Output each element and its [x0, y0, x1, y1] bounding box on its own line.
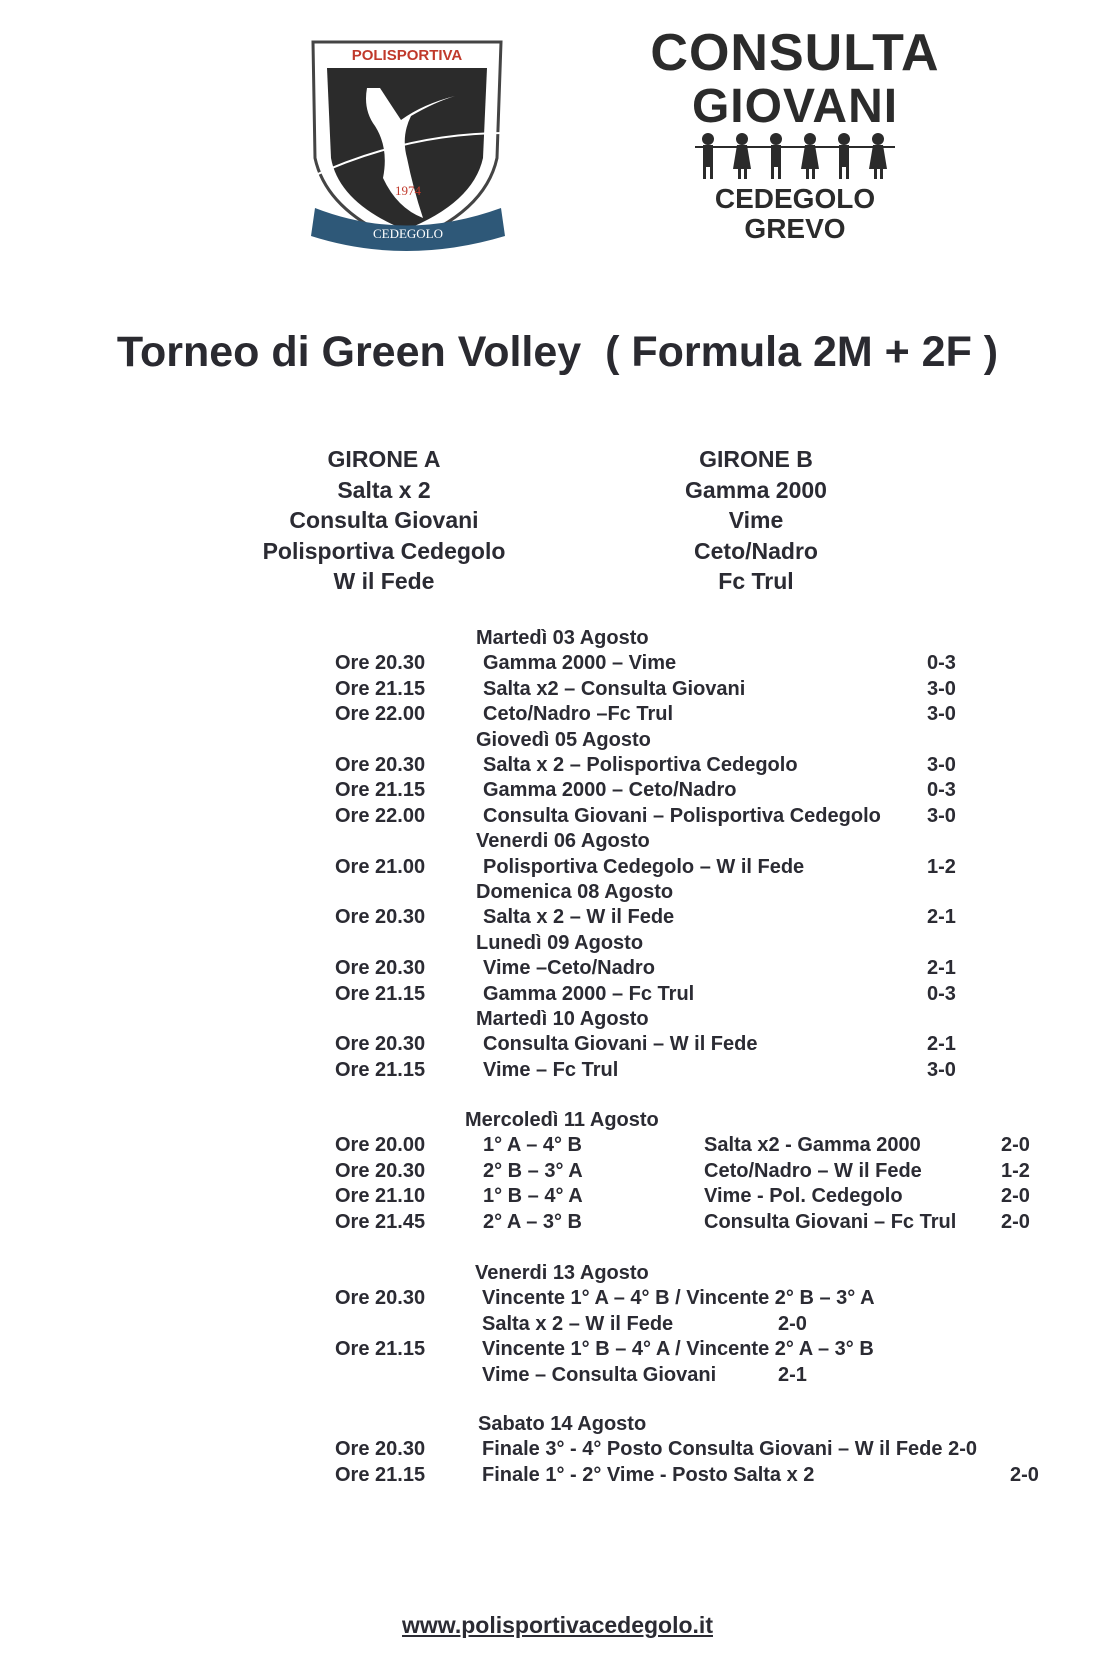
match-score: 2-0 [1001, 1185, 1030, 1208]
group-b [576, 444, 936, 597]
group-name: GIRONE B [699, 446, 813, 472]
match-time: Ore 21.15 [335, 1058, 426, 1081]
match-teams: Consulta Giovani – W il Fede [483, 1033, 758, 1056]
consulta-giovani-logo [650, 25, 940, 244]
polisportiva-logo [305, 38, 510, 253]
match-time: Ore 20.00 [335, 1134, 426, 1157]
final-match: Finale 1° - 2° Vime - Posto Salta x 2 [482, 1463, 815, 1486]
match-time: Ore 21.10 [335, 1185, 426, 1208]
match-teams: Salta x 2 – W il Fede [483, 906, 675, 929]
group-team: Polisportiva Cedegolo [262, 537, 506, 564]
group-team: Salta x 2 [337, 476, 431, 503]
match-score: 2-0 [1001, 1210, 1030, 1233]
match-teams: Ceto/Nadro – W il Fede [704, 1159, 922, 1182]
group-team: Gamma 2000 [685, 476, 827, 503]
match-teams: Consulta Giovani – Polisportiva Cedegolo [483, 804, 881, 827]
page-title: Torneo di Green Volley ( Formula 2M + 2F ) [116, 328, 999, 376]
match-teams: Gamma 2000 – Fc Trul [483, 982, 695, 1005]
match-score: 2-0 [778, 1312, 807, 1335]
match-time: Ore 20.30 [335, 652, 426, 675]
group-name: GIRONE A [327, 446, 441, 472]
match-time: Ore 21.15 [335, 1338, 426, 1361]
match-slot: Vincente 1° B – 4° A / Vincente 2° A – 3° B [482, 1338, 874, 1361]
match-time: Ore 21.45 [335, 1210, 426, 1233]
website-link[interactable]: www.polisportivacedegolo.it [402, 1612, 713, 1638]
people-icon [690, 133, 900, 183]
match-slot: Vincente 1° A – 4° B / Vincente 2° B – 3° A [482, 1287, 875, 1310]
logo-top-text: POLISPORTIVA [351, 47, 463, 64]
match-teams: Gamma 2000 – Vime [483, 652, 677, 675]
logo-year: 1974 [395, 183, 421, 198]
logo-ribbon-text: CEDEGOLO [372, 226, 444, 241]
match-score: 0-3 [927, 652, 956, 675]
match-time: Ore 20.30 [335, 754, 426, 776]
match-time: Ore 20.30 [335, 1033, 426, 1056]
match-slot: 1° A – 4° B [483, 1134, 582, 1157]
match-time: Ore 21.00 [335, 855, 426, 878]
match-slot: 1° B – 4° A [483, 1185, 583, 1208]
match-time: Ore 20.30 [335, 1159, 426, 1182]
date-heading: Lunedì 09 Agosto [476, 931, 644, 954]
date-heading: Mercoledì 11 Agosto [465, 1109, 659, 1131]
match-time: Ore 21.15 [335, 779, 426, 802]
match-score: 2-1 [778, 1363, 807, 1386]
match-time: Ore 22.00 [335, 703, 426, 726]
match-time: Ore 22.00 [335, 804, 426, 827]
date-heading: Martedì 03 Agosto [476, 627, 649, 649]
logo-line3: CEDEGOLO [714, 183, 876, 214]
match-teams: Ceto/Nadro –Fc Trul [483, 703, 674, 726]
match-score: 2-1 [927, 957, 956, 980]
match-teams: Consulta Giovani – Fc Trul [704, 1210, 957, 1233]
match-score: 2-1 [927, 1033, 956, 1056]
match-score: 3-0 [927, 703, 956, 726]
logo-line1: CONSULTA [650, 24, 940, 82]
match-score: 0-3 [927, 779, 956, 802]
match-score: 3-0 [927, 754, 956, 776]
match-time: Ore 20.30 [335, 906, 426, 929]
match-slot: 2° A – 3° B [483, 1210, 582, 1233]
match-teams: Vime –Ceto/Nadro [483, 957, 655, 980]
match-teams: Vime – Consulta Giovani [482, 1363, 717, 1386]
date-heading: Domenica 08 Agosto [476, 881, 674, 903]
match-teams: Salta x2 – Consulta Giovani [483, 677, 746, 700]
match-score: 2-1 [927, 906, 956, 929]
match-score: 1-2 [927, 855, 956, 878]
group-team: Vime [728, 507, 784, 533]
match-time: Ore 21.15 [335, 982, 426, 1005]
match-time: Ore 20.30 [335, 1287, 426, 1310]
match-time: Ore 21.15 [335, 1463, 426, 1486]
logo-line4: GREVO [744, 213, 846, 244]
group-team: W il Fede [333, 568, 435, 594]
match-score: 0-3 [927, 982, 956, 1005]
date-heading: Sabato 14 Agosto [478, 1413, 647, 1435]
group-team: Consulta Giovani [289, 507, 479, 533]
match-time: Ore 20.30 [335, 957, 426, 980]
group-team: Ceto/Nadro [694, 537, 818, 564]
match-score: 3-0 [927, 677, 956, 700]
date-heading: Giovedì 05 Agosto [476, 728, 651, 751]
match-teams: Salta x 2 – W il Fede [482, 1312, 674, 1335]
match-teams: Salta x2 - Gamma 2000 [704, 1134, 921, 1157]
final-match: Finale 3° - 4° Posto Consulta Giovani – W il Fede 2-0 [482, 1438, 977, 1461]
match-time: Ore 21.15 [335, 677, 426, 700]
match-slot: 2° B – 3° A [483, 1159, 583, 1182]
match-time: Ore 20.30 [335, 1438, 426, 1461]
match-score: 2-0 [1001, 1134, 1030, 1157]
date-heading: Martedì 10 Agosto [476, 1008, 649, 1030]
match-teams: Polisportiva Cedegolo – W il Fede [483, 855, 805, 878]
match-score: 2-0 [1010, 1463, 1039, 1486]
match-score: 1-2 [1001, 1159, 1030, 1182]
logo-line2: GIOVANI [691, 80, 899, 133]
match-teams: Vime - Pol. Cedegolo [704, 1185, 903, 1208]
group-team: Fc Trul [718, 568, 794, 594]
date-heading: Venerdi 06 Agosto [476, 830, 650, 853]
date-heading: Venerdi 13 Agosto [475, 1262, 649, 1284]
match-teams: Vime – Fc Trul [483, 1058, 619, 1081]
match-teams: Salta x 2 – Polisportiva Cedegolo [483, 754, 798, 776]
match-score: 3-0 [927, 804, 956, 827]
match-score: 3-0 [927, 1058, 956, 1081]
group-a [204, 444, 564, 597]
match-teams: Gamma 2000 – Ceto/Nadro [483, 779, 737, 802]
